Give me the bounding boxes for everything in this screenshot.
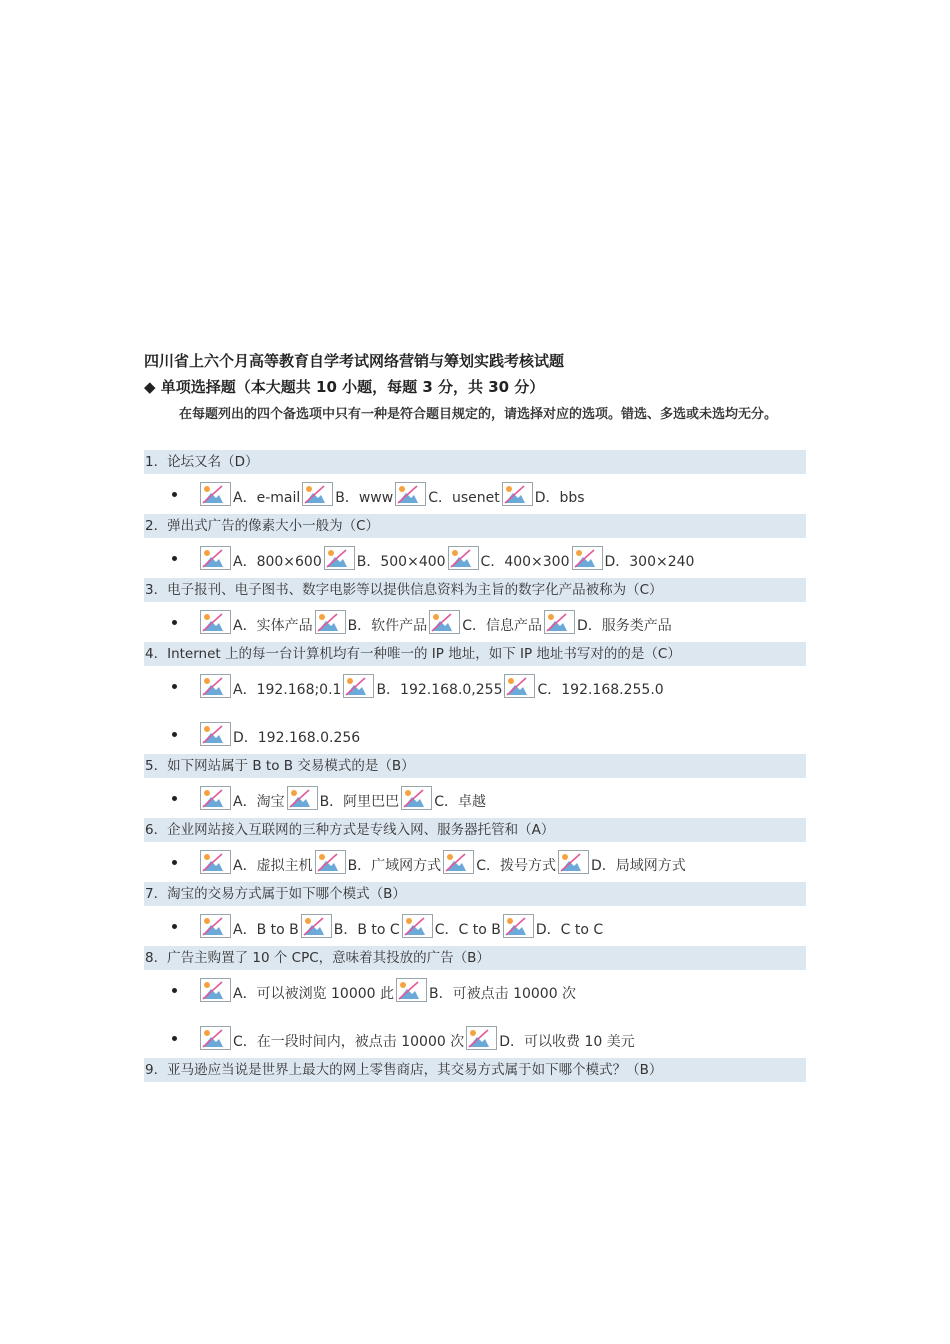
option-label: B．广域网方式 bbox=[347, 858, 442, 874]
answer-option bbox=[200, 786, 285, 810]
answer-option bbox=[200, 722, 360, 746]
option-row bbox=[144, 842, 806, 880]
option-label: D．192.168.0.256 bbox=[233, 730, 361, 746]
answer-option bbox=[402, 914, 501, 938]
answer-option bbox=[466, 1026, 635, 1050]
option-label: A．可以被浏览 10000 此 bbox=[233, 986, 395, 1002]
option-label: D．服务类产品 bbox=[576, 618, 672, 634]
question-text: 1．论坛又名（D） bbox=[144, 450, 806, 474]
question-item bbox=[144, 818, 806, 880]
answer-option bbox=[301, 914, 400, 938]
option-label: C．在一段时间内，被点击 10000 次 bbox=[233, 1034, 465, 1050]
instructions: 在每题列出的四个备选项中只有一种是符合题目规定的，请选择对应的选项。错选、多选或未选均无分。 bbox=[179, 407, 778, 422]
option-label: A．192.168;0.1 bbox=[233, 682, 342, 698]
option-label: C．拨号方式 bbox=[476, 858, 556, 874]
option-label: C．usenet bbox=[428, 490, 500, 506]
question-text: 6．企业网站接入互联网的三种方式是专线入网、服务器托管和（A） bbox=[144, 818, 806, 842]
broken-image-icon bbox=[544, 610, 575, 634]
answer-option bbox=[502, 482, 585, 506]
option-label: A．800×600 bbox=[233, 554, 322, 570]
bullet-icon bbox=[172, 924, 177, 929]
option-label: C．C to B bbox=[434, 922, 501, 938]
answer-option bbox=[558, 850, 686, 874]
option-label: C．信息产品 bbox=[462, 618, 542, 634]
broken-image-icon bbox=[302, 482, 333, 506]
broken-image-icon bbox=[200, 722, 231, 746]
question-item bbox=[144, 450, 806, 512]
question-text: 8．广告主购置了 10 个 CPC，意味着其投放的广告（B） bbox=[144, 946, 806, 970]
question-item bbox=[144, 754, 806, 816]
broken-image-icon bbox=[503, 914, 534, 938]
broken-image-icon bbox=[200, 914, 231, 938]
option-label: B．软件产品 bbox=[347, 618, 428, 634]
answer-option bbox=[302, 482, 393, 506]
answer-option bbox=[396, 978, 576, 1002]
question-text: 4．Internet 上的每一台计算机均有一种唯一的 IP 地址，如下 IP 地址书写对的的是（C） bbox=[144, 642, 806, 666]
answer-option bbox=[503, 914, 603, 938]
option-label: C．卓越 bbox=[434, 794, 486, 810]
broken-image-icon bbox=[504, 674, 535, 698]
broken-image-icon bbox=[200, 610, 231, 634]
option-label: B．B to C bbox=[333, 922, 400, 938]
question-text: 3．电子报刊、电子图书、数字电影等以提供信息资料为主旨的数字化产品被称为（C） bbox=[144, 578, 806, 602]
option-label: B．可被点击 10000 次 bbox=[429, 986, 577, 1002]
answer-option bbox=[200, 610, 313, 634]
option-label: A．虚拟主机 bbox=[233, 858, 313, 874]
answer-option bbox=[315, 610, 428, 634]
broken-image-icon bbox=[200, 546, 231, 570]
answer-option bbox=[504, 674, 663, 698]
option-label: B．500×400 bbox=[356, 554, 446, 570]
broken-image-icon bbox=[448, 546, 479, 570]
option-row bbox=[144, 970, 806, 1008]
question-item bbox=[144, 946, 806, 1056]
option-label: D．C to C bbox=[535, 922, 604, 938]
question-item bbox=[144, 578, 806, 640]
option-label: D．300×240 bbox=[604, 554, 695, 570]
answer-option bbox=[200, 850, 313, 874]
answer-option bbox=[200, 1026, 464, 1050]
bullet-icon bbox=[172, 860, 177, 865]
broken-image-icon bbox=[287, 786, 318, 810]
answer-option bbox=[324, 546, 446, 570]
broken-image-icon bbox=[558, 850, 589, 874]
broken-image-icon bbox=[200, 482, 231, 506]
bullet-icon bbox=[172, 988, 177, 993]
option-row bbox=[144, 602, 806, 640]
broken-image-icon bbox=[200, 850, 231, 874]
option-label: A．实体产品 bbox=[233, 618, 313, 634]
broken-image-icon bbox=[443, 850, 474, 874]
option-row bbox=[144, 704, 806, 752]
option-label: A．e-mail bbox=[233, 490, 301, 506]
option-row bbox=[144, 1008, 806, 1056]
document bbox=[144, 348, 806, 1084]
option-row bbox=[144, 474, 806, 512]
bullet-icon bbox=[172, 620, 177, 625]
broken-image-icon bbox=[402, 914, 433, 938]
option-row bbox=[144, 778, 806, 816]
section-heading bbox=[144, 374, 806, 400]
answer-option bbox=[401, 786, 486, 810]
broken-image-icon bbox=[395, 482, 426, 506]
option-label: A．B to B bbox=[233, 922, 299, 938]
option-row bbox=[144, 906, 806, 944]
answer-option bbox=[443, 850, 556, 874]
bullet-icon bbox=[172, 684, 177, 689]
option-label: B．www bbox=[335, 490, 394, 506]
answer-option bbox=[200, 914, 299, 938]
answer-option bbox=[448, 546, 570, 570]
option-label: D．bbs bbox=[534, 490, 585, 506]
broken-image-icon bbox=[324, 546, 355, 570]
broken-image-icon bbox=[315, 850, 346, 874]
answer-option bbox=[343, 674, 502, 698]
answer-option bbox=[200, 546, 322, 570]
diamond-icon: ◆ bbox=[144, 378, 156, 396]
option-label: C．400×300 bbox=[480, 554, 570, 570]
question-item bbox=[144, 514, 806, 576]
broken-image-icon bbox=[200, 1026, 231, 1050]
bullet-icon bbox=[172, 732, 177, 737]
question-text: 2．弹出式广告的像素大小一般为（C） bbox=[144, 514, 806, 538]
bullet-icon bbox=[172, 1036, 177, 1041]
broken-image-icon bbox=[343, 674, 374, 698]
broken-image-icon bbox=[429, 610, 460, 634]
broken-image-icon bbox=[301, 914, 332, 938]
answer-option bbox=[200, 482, 300, 506]
answer-option bbox=[429, 610, 542, 634]
broken-image-icon bbox=[315, 610, 346, 634]
question-text: 7．淘宝的交易方式属于如下哪个模式（B） bbox=[144, 882, 806, 906]
question-item bbox=[144, 1058, 806, 1082]
answer-option bbox=[544, 610, 672, 634]
bullet-icon bbox=[172, 492, 177, 497]
question-list bbox=[144, 450, 806, 1082]
answer-option bbox=[200, 978, 394, 1002]
option-label: D．可以收费 10 美元 bbox=[499, 1034, 635, 1050]
question-item bbox=[144, 642, 806, 752]
question-text: 5．如下网站属于 B to B 交易模式的是（B） bbox=[144, 754, 806, 778]
broken-image-icon bbox=[466, 1026, 497, 1050]
broken-image-icon bbox=[502, 482, 533, 506]
broken-image-icon bbox=[396, 978, 427, 1002]
broken-image-icon bbox=[200, 978, 231, 1002]
question-item bbox=[144, 882, 806, 944]
option-label: B．阿里巴巴 bbox=[319, 794, 400, 810]
page-title: 四川省上六个月高等教育自学考试网络营销与筹划实践考核试题 bbox=[144, 352, 565, 370]
option-label: B．192.168.0,255 bbox=[376, 682, 503, 698]
answer-option bbox=[315, 850, 442, 874]
option-row bbox=[144, 666, 806, 704]
section-label: 单项选择题（本大题共 10 小题，每题 3 分，共 30 分） bbox=[160, 378, 545, 396]
option-label: A．淘宝 bbox=[233, 794, 285, 810]
bullet-icon bbox=[172, 796, 177, 801]
answer-option bbox=[200, 674, 341, 698]
option-label: D．局域网方式 bbox=[590, 858, 686, 874]
option-row bbox=[144, 538, 806, 576]
broken-image-icon bbox=[572, 546, 603, 570]
broken-image-icon bbox=[200, 674, 231, 698]
bullet-icon bbox=[172, 556, 177, 561]
answer-option bbox=[395, 482, 500, 506]
answer-option bbox=[572, 546, 695, 570]
broken-image-icon bbox=[200, 786, 231, 810]
broken-image-icon bbox=[401, 786, 432, 810]
answer-option bbox=[287, 786, 400, 810]
option-label: C．192.168.255.0 bbox=[537, 682, 664, 698]
question-text: 9．亚马逊应当说是世界上最大的网上零售商店，其交易方式属于如下哪个模式？（B） bbox=[144, 1058, 806, 1082]
